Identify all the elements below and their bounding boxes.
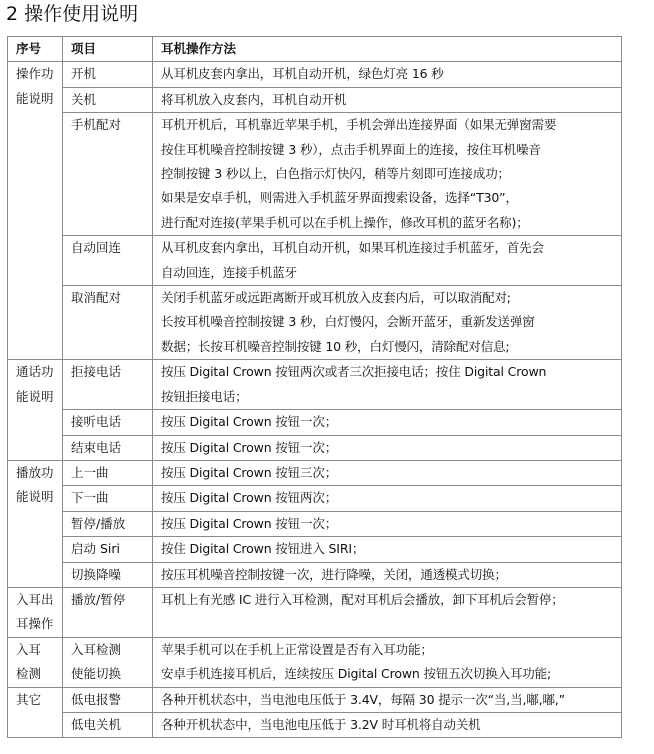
operation-table (7, 36, 622, 738)
table-row (8, 637, 622, 687)
table-row (8, 113, 622, 236)
item-cell (63, 236, 153, 286)
item-label: 自动回连 (71, 240, 122, 256)
item-cell (63, 286, 153, 360)
item-cell (63, 562, 153, 587)
item-cell (63, 87, 153, 112)
table-row (8, 87, 622, 112)
method-line: 按压 Digital Crown 按钮三次； (161, 464, 338, 480)
item-label: 切换降噪 (71, 566, 122, 582)
table-row (8, 712, 622, 737)
method-cell (153, 62, 622, 87)
item-label: 接听电话 (71, 414, 122, 430)
method-line: 安卓手机连接耳机后，连续按压 Digital Crown 按钮五次切换入耳功能; (161, 666, 552, 682)
item-label: 入耳检测 (71, 641, 122, 657)
category-cell (8, 637, 63, 687)
method-line: 按压耳机噪音控制按键一次，进行降噪，关闭，通透模式切换； (161, 566, 507, 582)
table-body (8, 62, 622, 738)
header-item: 项目 (63, 37, 153, 62)
method-cell (153, 537, 622, 562)
method-line: 数据；长按耳机噪音控制按键 10 秒，白灯慢闪，清除配对信息; (161, 338, 510, 354)
method-cell (153, 511, 622, 536)
category-cell (8, 687, 63, 738)
method-cell (153, 587, 622, 637)
table-row (8, 587, 622, 637)
method-line: 按钮拒接电话； (161, 388, 248, 404)
category-cell (8, 460, 63, 587)
item-cell (63, 587, 153, 637)
table-header-row (8, 37, 622, 62)
category-label: 操作功 (16, 66, 54, 82)
item-label: 结束电话 (71, 439, 122, 455)
section-title: 2 操作使用说明 (6, 3, 139, 25)
item-label: 拒接电话 (71, 364, 122, 380)
category-label: 能说明 (16, 90, 54, 106)
item-cell (63, 62, 153, 87)
method-line: 按住耳机噪音控制按键 3 秒），点击手机界面上的连接，按住耳机噪音 (161, 141, 541, 157)
item-label: 手机配对 (71, 117, 122, 133)
table-row (8, 460, 622, 485)
method-line: 按压 Digital Crown 按钮两次； (161, 490, 338, 506)
method-cell (153, 113, 622, 236)
method-line: 各种开机状态中，当电池电压低于 3.4V，每隔 30 提示一次“当,当,嘟,嘟,” (161, 691, 565, 707)
method-cell (153, 360, 622, 410)
item-label: 播放/暂停 (71, 591, 126, 607)
category-label: 其它 (16, 691, 42, 707)
method-cell (153, 236, 622, 286)
table-row (8, 410, 622, 435)
item-label: 开机 (71, 66, 97, 82)
category-label: 入耳 (16, 641, 42, 657)
item-label: 关机 (71, 91, 97, 107)
category-label: 能说明 (16, 489, 54, 505)
item-cell (63, 410, 153, 435)
item-label: 暂停/播放 (71, 515, 126, 531)
item-cell (63, 712, 153, 737)
method-cell (153, 562, 622, 587)
table-row (8, 687, 622, 712)
category-label: 能说明 (16, 388, 54, 404)
table-row (8, 511, 622, 536)
method-line: 从耳机皮套内拿出，耳机自动开机，如果耳机连接过手机蓝牙，首先会 (161, 240, 544, 256)
item-cell (63, 687, 153, 712)
category-cell (8, 62, 63, 360)
method-line: 按压 Digital Crown 按钮一次； (161, 439, 338, 455)
item-label: 取消配对 (71, 290, 122, 306)
method-cell (153, 460, 622, 485)
item-cell (63, 435, 153, 460)
item-label: 低电报警 (71, 691, 122, 707)
item-cell (63, 637, 153, 687)
method-line: 自动回连，连接手机蓝牙 (161, 264, 297, 280)
method-line: 将耳机放入皮套内，耳机自动开机 (161, 91, 347, 107)
method-cell (153, 410, 622, 435)
method-cell (153, 435, 622, 460)
item-cell (63, 486, 153, 511)
method-line: 按压 Digital Crown 按钮一次； (161, 515, 338, 531)
method-line: 关闭手机蓝牙或远距离断开或耳机放入皮套内后，可以取消配对; (161, 290, 511, 306)
method-cell (153, 286, 622, 360)
table-row (8, 62, 622, 87)
method-cell (153, 637, 622, 687)
method-cell (153, 687, 622, 712)
category-cell (8, 587, 63, 637)
item-cell (63, 360, 153, 410)
header-method: 耳机操作方法 (153, 37, 622, 62)
category-label: 入耳出 (16, 591, 54, 607)
category-label: 检测 (16, 666, 42, 682)
item-label: 上一曲 (71, 464, 109, 480)
category-label: 通话功 (16, 364, 54, 380)
method-line: 进行配对连接(苹果手机可以在手机上操作，修改耳机的蓝牙名称)； (161, 214, 529, 230)
item-cell (63, 511, 153, 536)
table-row (8, 236, 622, 286)
item-label: 下一曲 (71, 490, 109, 506)
method-cell (153, 486, 622, 511)
category-cell (8, 360, 63, 461)
item-cell (63, 537, 153, 562)
item-cell (63, 113, 153, 236)
table-row (8, 562, 622, 587)
method-line: 耳机上有光感 IC 进行入耳检测，配对耳机后会播放，卸下耳机后会暂停； (161, 591, 564, 607)
method-line: 苹果手机可以在手机上正常设置是否有入耳功能； (161, 641, 433, 657)
method-line: 如果是安卓手机，则需进入手机蓝牙界面搜索设备，选择“T30”， (161, 190, 518, 206)
table-row (8, 435, 622, 460)
method-line: 耳机开机后，耳机靠近苹果手机，手机会弹出连接界面（如果无弹窗需要 (161, 117, 557, 133)
method-cell (153, 712, 622, 737)
item-cell (63, 460, 153, 485)
method-line: 从耳机皮套内拿出，耳机自动开机，绿色灯亮 16 秒 (161, 66, 444, 82)
header-seq: 序号 (8, 37, 63, 62)
method-line: 按住 Digital Crown 按钮进入 SIRI； (161, 541, 365, 557)
item-label: 使能切换 (71, 666, 122, 682)
table-row (8, 486, 622, 511)
method-line: 控制按键 3 秒以上，白色指示灯快闪，稍等片刻即可连接成功； (161, 166, 510, 182)
method-cell (153, 87, 622, 112)
method-line: 长按耳机噪音控制按键 3 秒，白灯慢闪，会断开蓝牙，重新发送弹窗 (161, 314, 535, 330)
table-row (8, 537, 622, 562)
item-label: 启动 Siri (71, 541, 120, 557)
method-line: 各种开机状态中，当电池电压低于 3.2V 时耳机将自动关机 (161, 716, 481, 732)
method-line: 按压 Digital Crown 按钮一次； (161, 414, 338, 430)
method-line: 按压 Digital Crown 按钮两次或者三次拒接电话；按住 Digital Crown (161, 364, 547, 380)
item-label: 低电关机 (71, 716, 122, 732)
table-row (8, 360, 622, 410)
category-label: 耳操作 (16, 616, 54, 632)
category-label: 播放功 (16, 464, 54, 480)
table-row (8, 286, 622, 360)
